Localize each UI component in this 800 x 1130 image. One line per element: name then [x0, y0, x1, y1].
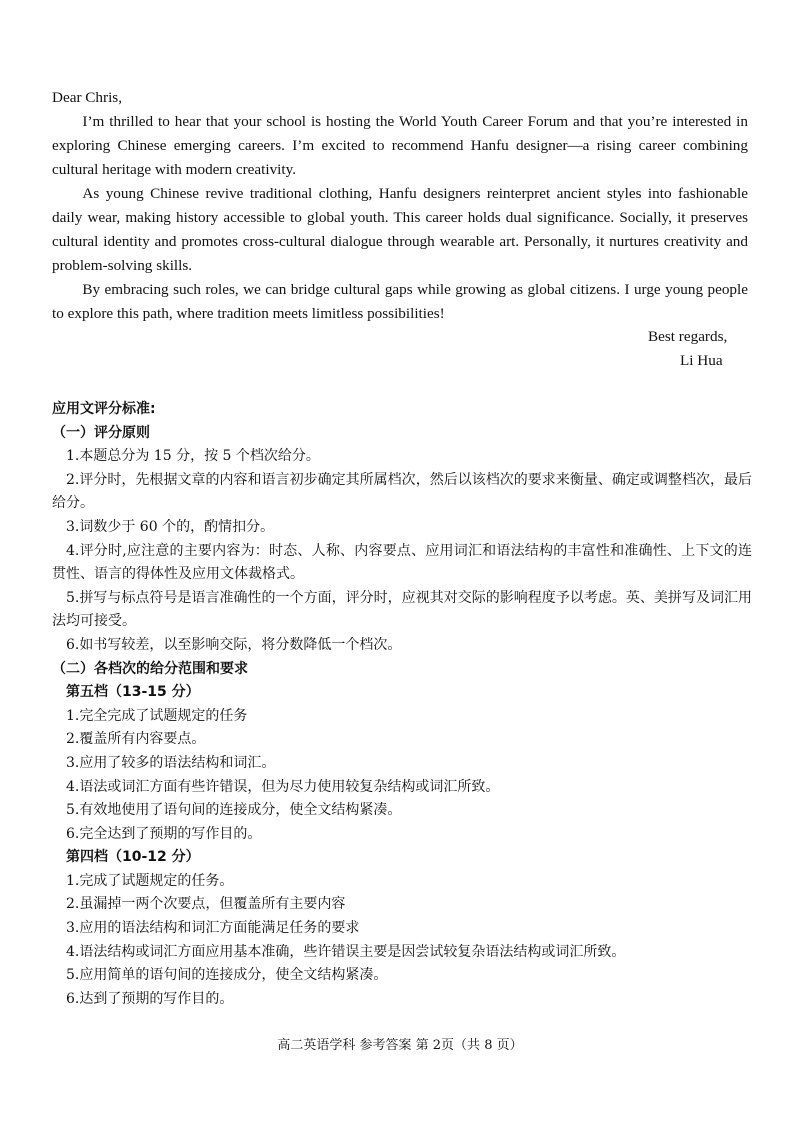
letter-paragraph: I’m thrilled to hear that your school is hosting the World Youth Career Forum and that you’re interested in exploring Chinese emerging careers. I’m excited to recommend Hanfu designer—a rising career combining cultural heritage with modern creativity. — [52, 113, 748, 178]
principle-item: 4.评分时,应注意的主要内容为：时态、人称、内容要点、应用词汇和语法结构的丰富性和准确性、上下文的连贯性、语言的得体性及应用文体裁格式。 — [52, 542, 752, 583]
principle-item: 6.如书写较差，以至影响交际，将分数降低一个档次。 — [66, 636, 402, 653]
principle-item: 3.词数少于 60 个的，酌情扣分。 — [66, 518, 275, 535]
letter-salutation: Dear Chris, — [52, 89, 123, 106]
letter-closing: Best regards, — [648, 328, 728, 345]
tier-5-item: 6.完全达到了预期的写作目的。 — [66, 825, 262, 842]
tier-4-item: 2.虽漏掉一两个次要点，但覆盖所有主要内容 — [66, 896, 346, 913]
tier-4-heading: 第四档（10-12 分） — [66, 849, 200, 866]
letter-paragraph: By embracing such roles, we can bridge cultural gaps while growing as global citizens. I urge young people to explore this path, where tradition meets limitless possibilities! — [52, 281, 748, 322]
tier-4-item: 3.应用的语法结构和词汇方面能满足任务的要求 — [66, 920, 360, 937]
tier-5-item: 1.完全完成了试题规定的任务 — [66, 707, 248, 724]
tier-4-item: 4.语法结构或词汇方面应用基本准确，些许错误主要是因尝试较复杂语法结构或词汇所致。 — [66, 943, 626, 960]
tier-5-item: 3.应用了较多的语法结构和词汇。 — [66, 754, 276, 771]
scoring-criteria — [52, 398, 752, 1011]
sample-letter — [52, 86, 748, 326]
principle-item: 2.评分时，先根据文章的内容和语言初步确定其所属档次，然后以该档次的要求来衡量、确定或调整档次，最后给分。 — [52, 471, 752, 512]
tier-5-item: 2.覆盖所有内容要点。 — [66, 731, 206, 748]
tier-5-heading: 第五档（13-15 分） — [66, 684, 200, 701]
tier-4-item: 5.应用简单的语句间的连接成分，使全文结构紧凑。 — [66, 967, 388, 984]
section-heading-tiers: （二）各档次的给分范围和要求 — [52, 660, 248, 677]
criteria-title: 应用文评分标准: — [52, 401, 156, 417]
principle-item: 1.本题总分为 15 分，按 5 个档次给分。 — [66, 448, 320, 465]
tier-4-item: 6.达到了预期的写作目的。 — [66, 990, 234, 1007]
section-heading-principles: （一）评分原则 — [52, 424, 150, 441]
principle-item: 5.拼写与标点符号是语言准确性的一个方面，评分时，应视其对交际的影响程度予以考虑。英、美拼写及词汇用法均可接受。 — [52, 589, 752, 630]
page-footer: 高二英语学科 参考答案 第 2页（共 8 页） — [277, 1038, 523, 1053]
letter-closing-block — [648, 325, 727, 373]
tier-4-item: 1.完成了试题规定的任务。 — [66, 872, 234, 889]
letter-signature: Li Hua — [680, 352, 723, 369]
letter-paragraph: As young Chinese revive traditional clothing, Hanfu designers reinterpret ancient styles into fashionable daily wear, making history accessible to global youth. This career holds dual significance. Socially, it preserves cultural identity and promotes cross-cultural dialogue through wearable art. Personally, it nurtures creativity and problem-solving skills. — [52, 185, 748, 274]
tier-5-item: 5.有效地使用了语句间的连接成分，使全文结构紧凑。 — [66, 802, 402, 819]
tier-5-item: 4.语法或词汇方面有些许错误，但为尽力使用较复杂结构或词汇所致。 — [66, 778, 500, 795]
